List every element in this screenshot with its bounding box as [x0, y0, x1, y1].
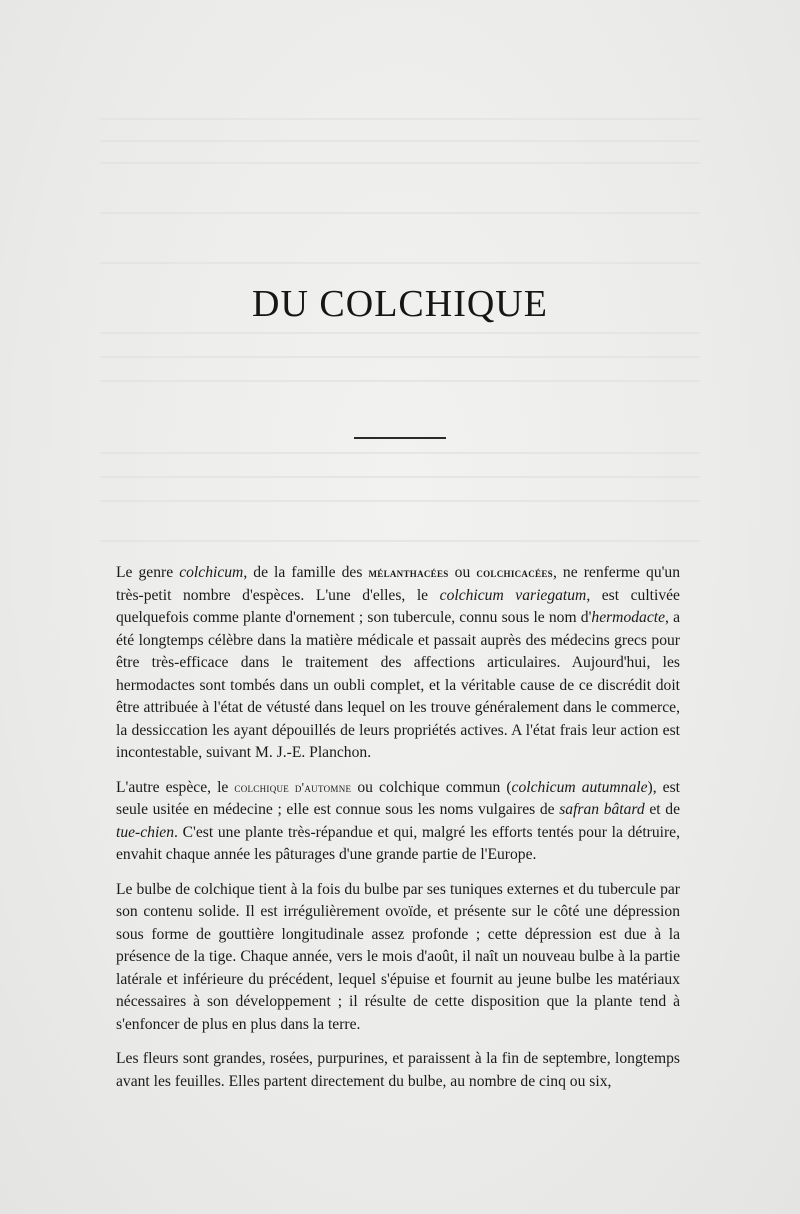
show-through-line [100, 500, 700, 502]
title-rule [354, 437, 446, 439]
show-through-line [100, 540, 700, 542]
show-through-line [100, 380, 700, 382]
show-through-line [100, 118, 700, 120]
show-through-line [100, 140, 700, 142]
show-through-line [100, 356, 700, 358]
chapter-title: DU COLCHIQUE [252, 283, 548, 325]
body-text [116, 562, 680, 1105]
paragraph-4: Les fleurs sont grandes, rosées, purpurines, et paraissent à la fin de septembre, longtemps avant les feuilles. Elles partent directement du bulbe, au nombre de cinq ou six, [116, 1050, 680, 1090]
paragraph-3: Le bulbe de colchique tient à la fois du bulbe par ses tuniques externes et du tubercule par son contenu solide. Il est irrégulièrement ovoïde, et présente sur le côté une dépression sous forme de gouttière longitudinale assez profonde ; cette dépression est due à la présence de la tige. Chaque année, vers le mois d'août, il naît un nouveau bulbe à la partie latérale et inférieure du précédent, lequel s'épuise et fournit au jeune bulbe les matériaux nécessaires à son développement ; il résulte de cette disposition que la plante tend à s'enfoncer de plus en plus dans la terre. [116, 880, 680, 1033]
paragraph-1: Le genre colchicum, de la famille des mélanthacées ou colchicacées, ne renferme qu'un très-petit nombre d'espèces. L'une d'elles, le colchicum variegatum, est cultivée quelquefois comme plante d'ornement ; son tubercule, connu sous le nom d'hermodacte, a été longtemps célèbre dans la matière médicale et passait auprès des médecins grecs pour être très-efficace dans le traitement des affections articulaires. Aujourd'hui, les hermodactes sont tombés dans un oubli complet, et la véritable cause de ce discrédit doit être attribuée à l'état de vétusté dans lequel on les trouve généralement dans le commerce, la dessiccation les ayant dépouillés de leurs propriétés actives. A l'état frais leur action est incontestable, suivant M. J.-E. Planchon. [116, 564, 681, 761]
show-through-line [100, 162, 700, 164]
show-through-line [100, 332, 700, 334]
show-through-line [100, 262, 700, 264]
show-through-line [100, 212, 700, 214]
show-through-line [100, 452, 700, 454]
show-through-line [100, 476, 700, 478]
paragraph-2: L'autre espèce, le colchique d'automne ou colchique commun (colchicum autumnale), est seule usitée en médecine ; elle est connue sous les noms vulgaires de safran bâtard et de tue-chien. C'est une plante très-répandue et qui, malgré les efforts tentés pour la détruire, envahit chaque année les pâturages d'une grande partie de l'Europe. [116, 778, 681, 863]
